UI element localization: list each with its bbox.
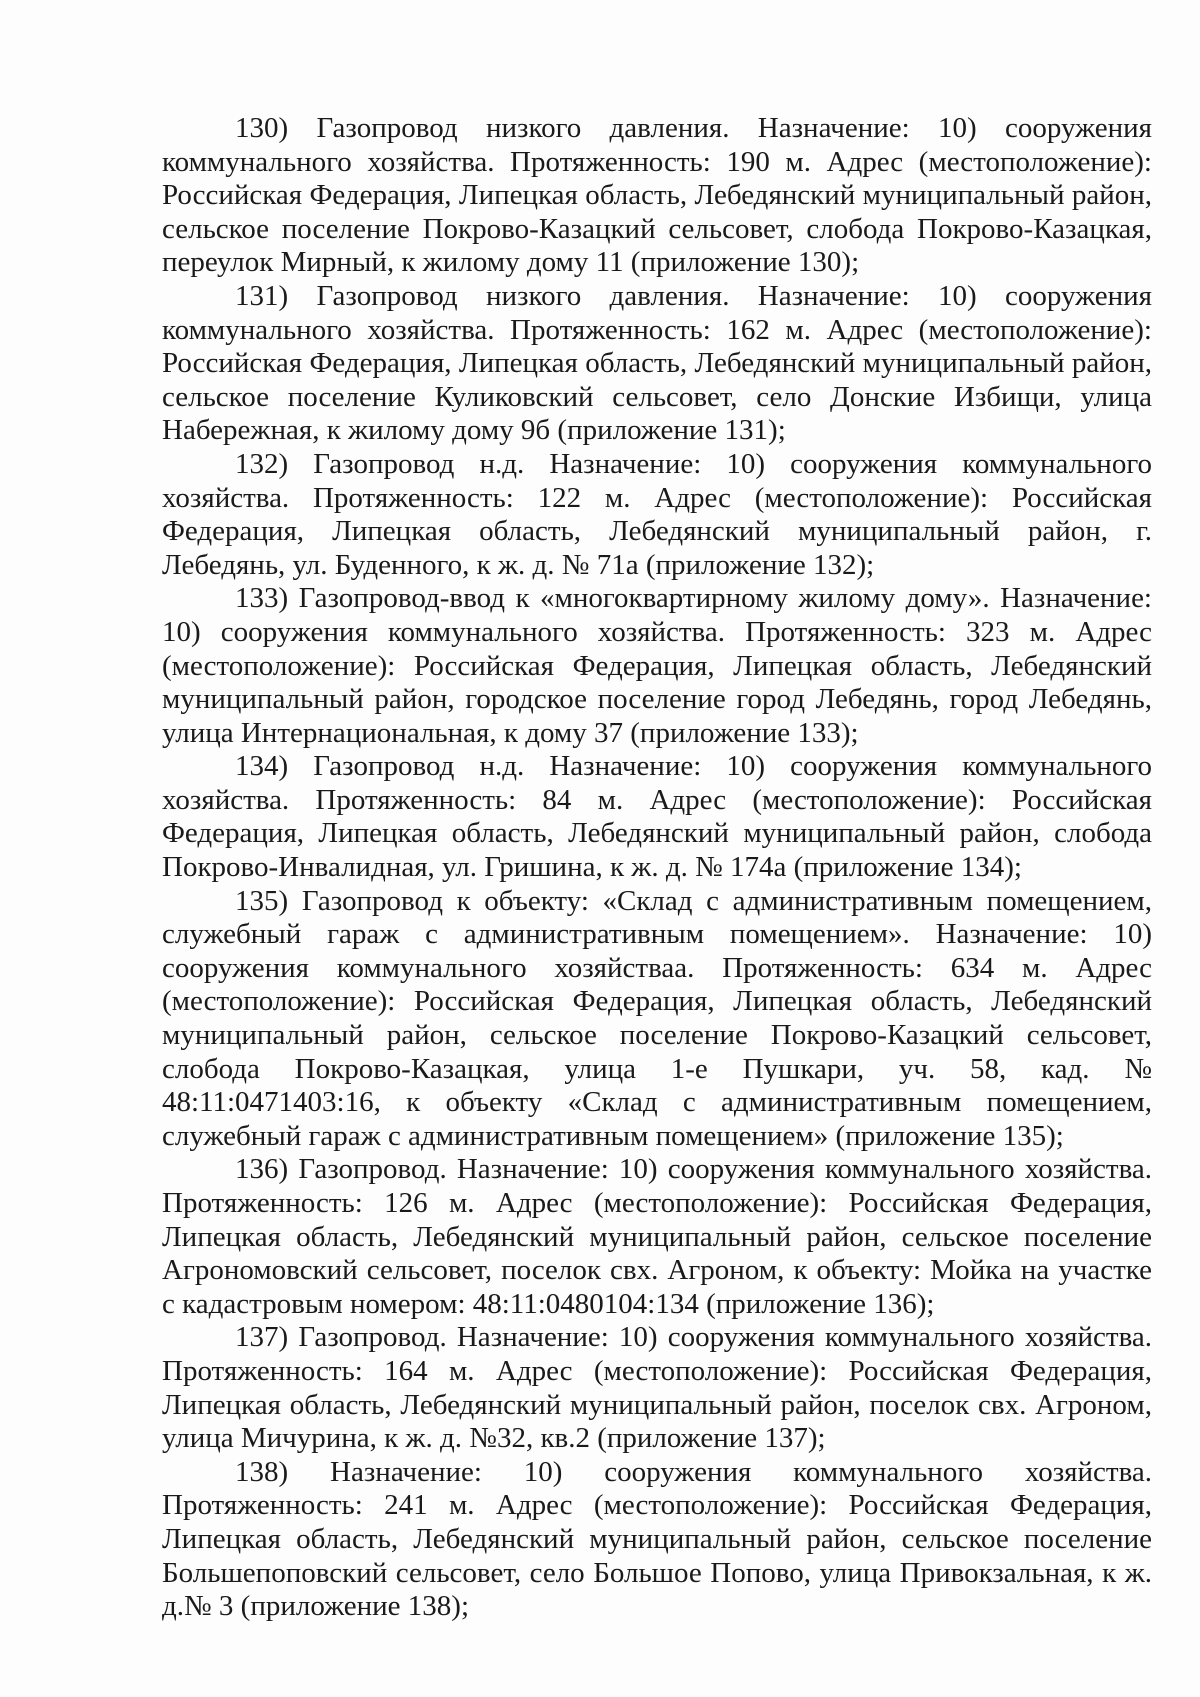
list-item-130 — [162, 112, 1152, 280]
item-text: Газопровод низкого давления. Назначение: 10) сооружения коммунального хозяйства. Протяженность: 190 м. Адрес (местоположение): Российская Федерация, Липецкая область, Лебедянский муниципальный район, сельское поселение Покрово-Казацкий сельсовет, слобода Покрово-Казацкая, переулок Мирный, к жилому дому 11 (приложение 130); — [162, 112, 1153, 279]
item-text: Газопровод низкого давления. Назначение: 10) сооружения коммунального хозяйства. Протяженность: 162 м. Адрес (местоположение): Российская Федерация, Липецкая область, Лебедянский муниципальный район, сельское поселение Куликовский сельсовет, село Донские Избищи, улица Набережная, к жилому дому 9б (приложение 131); — [162, 279, 1153, 447]
item-number: 133) — [235, 582, 289, 615]
item-number: 132) — [235, 447, 289, 480]
item-text: Газопровод. Назначение: 10) сооружения коммунального хозяйства. Протяженность: 164 м. Адрес (местоположение): Российская Федерация, Липецкая область, Лебедянский муниципальный район, поселок свх. Агроном, улица Мичурина, к ж. д. №32, кв.2 (приложение 137); — [162, 1321, 1153, 1455]
list-item-136 — [162, 1153, 1152, 1321]
list-item-132 — [162, 448, 1152, 582]
item-text: Газопровод к объекту: «Склад с административным помещением, служебный гараж с административным помещением». Назначение: 10) сооружения коммунального хозяйстваа. Протяженность: 634 м. Адрес (местоположение): Российская Федерация, Липецкая область, Лебедянский муниципальный район, сельское поселение Покрово-Казацкий сельсовет, слобода Покрово-Казацкая, улица 1-е Пушкари, уч. 58, кад. № 48:11:0471403:16, к объекту «Склад с административным помещением, служебный гараж с административным помещением» (приложение 135); — [162, 884, 1153, 1152]
item-text: Газопровод. Назначение: 10) сооружения коммунального хозяйства. Протяженность: 126 м. Адрес (местоположение): Российская Федерация, Липецкая область, Лебедянский муниципальный район, сельское поселение Агрономовский сельсовет, поселок свх. Агроном, к объекту: Мойка на участке с кадастровым номером: 48:11:0480104:134 (приложение 136); — [162, 1153, 1153, 1320]
item-text: Газопровод-ввод к «многоквартирному жилому дому». Назначение: 10) сооружения коммунального хозяйства. Протяженность: 323 м. Адрес (местоположение): Российская Федерация, Липецкая область, Лебедянский муниципальный район, городское поселение город Лебедянь, город Лебедянь, улица Интернациональная, к дому 37 (приложение 133); — [162, 582, 1152, 749]
item-number: 131) — [235, 279, 289, 312]
item-number: 135) — [235, 884, 289, 917]
item-number: 137) — [235, 1321, 289, 1354]
item-text: Газопровод н.д. Назначение: 10) сооружения коммунального хозяйства. Протяженность: 84 м. Адрес (местоположение): Российская Федерация, Липецкая область, Лебедянский муниципальный район, слобода Покрово-Инвалидная, ул. Гришина, к ж. д. № 174а (приложение 134); — [162, 750, 1152, 884]
item-number: 130) — [235, 112, 289, 144]
list-item-135 — [162, 885, 1152, 1154]
list-item-138 — [162, 1456, 1152, 1624]
item-text: Назначение: 10) сооружения коммунального хозяйства. Протяженность: 241 м. Адрес (местоположение): Российская Федерация, Липецкая область, Лебедянский муниципальный район, сельское поселение Большепоповский сельсовет, село Большое Попово, улица Привокзальная, к ж. д.№ 3 (приложение 138); — [162, 1455, 1153, 1623]
item-text: Газопровод н.д. Назначение: 10) сооружения коммунального хозяйства. Протяженность: 122 м. Адрес (местоположение): Российская Федерация, Липецкая область, Лебедянский муниципальный район, г. Лебедянь, ул. Буденного, к ж. д. № 71а (приложение 132); — [162, 447, 1152, 581]
document-body — [162, 112, 1152, 1624]
item-number: 138) — [235, 1455, 289, 1488]
list-item-134 — [162, 750, 1152, 884]
item-number: 136) — [235, 1153, 289, 1186]
list-item-133 — [162, 582, 1152, 750]
list-item-137 — [162, 1321, 1152, 1455]
item-number: 134) — [235, 750, 289, 783]
list-item-131 — [162, 280, 1152, 448]
